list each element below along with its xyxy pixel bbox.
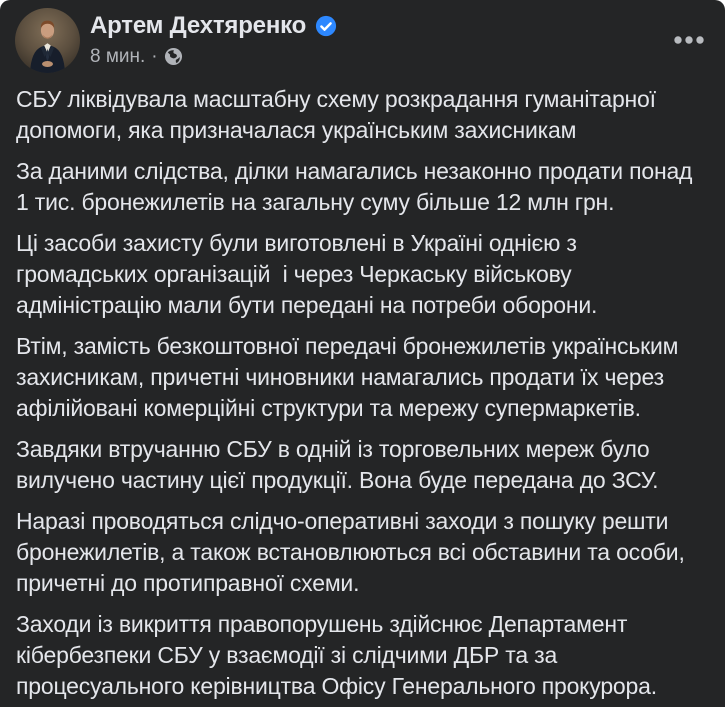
post-paragraph: Завдяки втручанню СБУ в одній із торговельних мереж було вилучено частину цієї продукції. Вона буде передана до ЗСУ. — [16, 436, 659, 493]
post-header — [0, 0, 725, 80]
author-name[interactable]: Артем Дехтяренко — [90, 12, 307, 39]
profile-photo — [15, 8, 80, 73]
timestamp[interactable]: 8 мин. — [90, 45, 146, 67]
ellipsis-icon — [673, 35, 705, 45]
globe-icon — [164, 47, 183, 66]
post-paragraph: За даними слідства, ділки намагались незаконно продати понад 1 тис. бронежилетів на загальну суму більше 12 млн грн. — [16, 158, 699, 215]
post-options-button[interactable] — [667, 26, 711, 54]
post-paragraph: Ці засоби захисту були виготовлені в Україні однією з громадських організацій і через Черкаську військову адміністрацію мали бути передані на потреби оборони. — [16, 230, 598, 318]
post-meta — [90, 46, 337, 68]
post-header-text — [90, 8, 337, 68]
post-paragraph: СБУ ліквідувала масштабну схему розкрадання гуманітарної допомоги, яка призначалася українським захисникам — [16, 86, 663, 143]
post-body — [0, 80, 725, 702]
meta-separator: · — [151, 45, 158, 67]
avatar[interactable] — [15, 8, 80, 73]
post-paragraph: Наразі проводяться слідчо-оперативні заходи з пошуку решти бронежилетів, а також встановлюються всі обставини та особи, причетні до протиправної схеми. — [16, 508, 691, 596]
post-paragraph: Заходи із викриття правопорушень здійснює Департамент кібербезпеки СБУ у взаємодії зі слідчими ДБР та за процесуального керівництва Офісу Генерального прокурора. — [16, 611, 657, 699]
post-paragraph: Втім, замість безкоштовної передачі бронежилетів українським захисникам, причетні чиновники намагались продати їх через афілійовані комерційні структури та мережу супермаркетів. — [16, 333, 685, 421]
verified-badge-icon — [315, 15, 337, 37]
